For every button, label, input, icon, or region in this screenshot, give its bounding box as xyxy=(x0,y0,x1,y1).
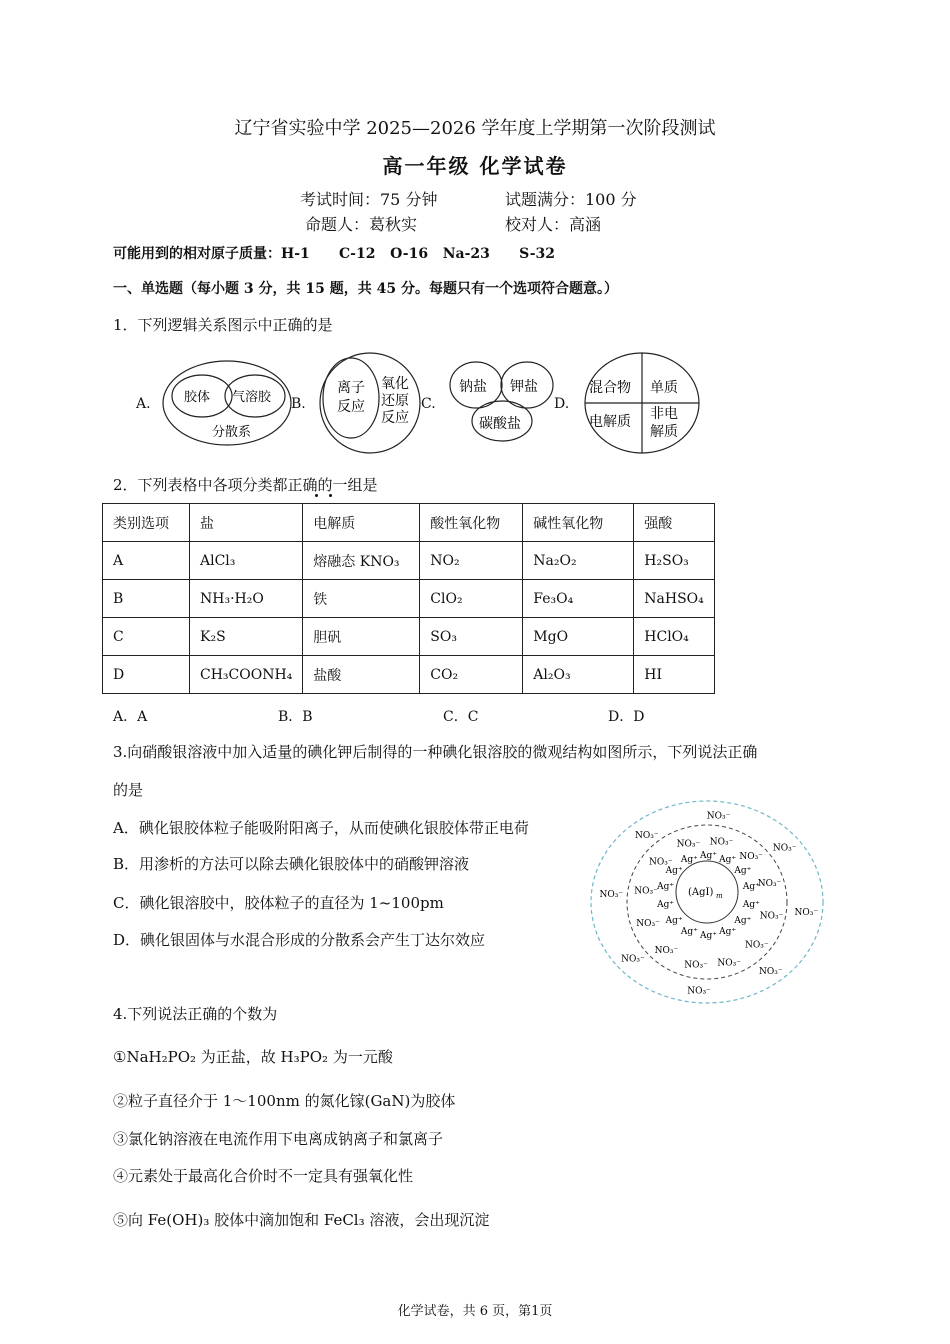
q1-d-mixture: 混合物 xyxy=(589,380,631,396)
q1-b-redox-2: 还原 xyxy=(381,393,409,409)
table-cell: Fe₃O₄ xyxy=(523,580,634,618)
nitrate-ion-label: NO₃⁻ xyxy=(772,843,797,854)
table-cell: AlCl₃ xyxy=(190,542,303,580)
nitrate-ion-label: NO₃⁻ xyxy=(709,837,734,848)
nitrate-ion-label: NO₃⁻ xyxy=(684,960,708,971)
nitrate-ion-label: NO₃⁻ xyxy=(757,879,782,889)
table-cell: H₂SO₃ xyxy=(634,542,715,580)
nitrate-ion-label: NO₃⁻ xyxy=(635,830,659,841)
silver-ion-label: Ag⁺ xyxy=(657,899,675,910)
silver-ion-label: Ag⁺ xyxy=(719,927,737,937)
table-cell: C xyxy=(103,618,190,656)
q2-option-b: B．B xyxy=(278,709,313,725)
table-cell: HClO₄ xyxy=(634,618,715,656)
table-cell: K₂S xyxy=(190,618,303,656)
table-cell: 胆矾 xyxy=(303,618,420,656)
q1-d-element: 单质 xyxy=(650,380,678,396)
silver-ion-label: Ag⁺ xyxy=(742,882,760,893)
table-cell: MgO xyxy=(523,618,634,656)
table-header-cell: 类别选项 xyxy=(103,504,190,542)
nitrate-ion-label: NO₃⁻ xyxy=(759,967,783,978)
nitrate-ion-label: NO₃⁻ xyxy=(745,940,769,951)
exam-subtitle: 高一年级 化学试卷 xyxy=(382,154,568,178)
silver-ion-label: Ag⁺ xyxy=(665,866,683,877)
silver-ion-label: Ag⁺ xyxy=(700,931,718,941)
agi-core-label: (AgI) xyxy=(688,887,714,898)
q3-stem-line2: 的是 xyxy=(113,781,144,799)
classification-table xyxy=(102,503,715,694)
q1-b-ionic-2: 反应 xyxy=(337,399,365,415)
q1-option-d-label: D. xyxy=(554,396,570,412)
nitrate-ion-label: NO₃⁻ xyxy=(676,839,701,850)
q3-option-a: A．碘化银胶体粒子能吸附阳离子，从而使碘化银胶体带正电荷 xyxy=(113,819,529,837)
table-cell: ClO₂ xyxy=(420,580,523,618)
table-cell: HI xyxy=(634,656,715,694)
emphasis-dot xyxy=(315,494,318,497)
table-header-cell: 酸性氧化物 xyxy=(420,504,523,542)
table-cell: NaHSO₄ xyxy=(634,580,715,618)
q4-item-3: ③氯化钠溶液在电流作用下电离成钠离子和氯离子 xyxy=(113,1130,444,1148)
q1-option-a-label: A. xyxy=(136,396,151,412)
q1-c-potassium: 钾盐 xyxy=(510,379,538,395)
exam-title: 辽宁省实验中学 2025—2026 学年度上学期第一次阶段测试 xyxy=(234,118,716,139)
table-header-cell: 电解质 xyxy=(303,504,420,542)
page-footer: 化学试卷，共 6 页，第1页 xyxy=(397,1304,553,1319)
atomic-masses: 可能用到的相对原子质量：H-1 C-12 O-16 Na-23 S-32 xyxy=(113,246,556,262)
q1-a-dispersion: 分散系 xyxy=(212,425,252,440)
silver-ion-label: Ag⁺ xyxy=(734,915,752,926)
table-cell: SO₃ xyxy=(420,618,523,656)
exam-author: 命题人：葛秋实 xyxy=(305,215,418,234)
silver-ion-label: Ag⁺ xyxy=(680,927,698,937)
table-row xyxy=(103,580,715,618)
q4-stem: 4.下列说法正确的个数为 xyxy=(113,1005,278,1023)
exam-time: 考试时间：75 分钟 xyxy=(300,190,438,209)
silver-ion-label: Ag⁺ xyxy=(742,899,760,910)
nitrate-ion-label: NO₃⁻ xyxy=(759,911,784,922)
emphasis-dot xyxy=(329,494,332,497)
silver-ion-label: Ag⁺ xyxy=(680,855,698,865)
nitrate-ion-label: NO₃⁻ xyxy=(654,946,679,957)
silver-ion-label: Ag⁺ xyxy=(719,855,737,865)
section-heading: 一、单选题（每小题 3 分，共 15 题，共 45 分。每题只有一个选项符合题意。） xyxy=(113,281,618,297)
nitrate-ion-label: NO₃⁻ xyxy=(739,851,764,862)
silver-ion-label: Ag⁺ xyxy=(734,866,752,877)
q4-item-4: ④元素处于最高化合价时不一定具有强氧化性 xyxy=(113,1167,414,1185)
table-header-cell: 强酸 xyxy=(634,504,715,542)
silver-ion-label: Ag⁺ xyxy=(700,851,718,861)
q3-option-d: D．碘化银固体与水混合形成的分散系会产生丁达尔效应 xyxy=(113,931,486,949)
table-row xyxy=(103,618,715,656)
nitrate-ion-label: NO₃⁻ xyxy=(687,986,711,997)
table-cell: CO₂ xyxy=(420,656,523,694)
q1-d-nonelectrolyte-2: 解质 xyxy=(650,424,678,440)
table-cell: D xyxy=(103,656,190,694)
silver-ion-label: Ag⁺ xyxy=(665,915,683,926)
q1-diagram-d xyxy=(582,350,702,456)
exam-checker: 校对人：高涵 xyxy=(505,215,602,234)
table-row xyxy=(103,656,715,694)
q1-a-aerosol: 气溶胶 xyxy=(232,390,272,405)
q1-b-ionic-1: 离子 xyxy=(337,380,365,396)
q1-d-electrolyte: 电解质 xyxy=(589,414,631,430)
nitrate-ion-label: NO₃⁻ xyxy=(706,811,731,822)
q2-stem: 2．下列表格中各项分类都正确的一组是 xyxy=(113,476,378,494)
q3-option-c: C．碘化银溶胶中，胶体粒子的直径为 1~100pm xyxy=(113,894,444,912)
q1-stem: 1．下列逻辑关系图示中正确的是 xyxy=(113,316,333,334)
q2-option-a: A．A xyxy=(113,709,148,725)
table-cell: Na₂O₂ xyxy=(523,542,634,580)
nitrate-ion-label: NO₃⁻ xyxy=(634,886,658,897)
q1-diagram-b xyxy=(315,350,425,456)
nitrate-ion-label: NO₃⁻ xyxy=(636,919,660,929)
table-header-cell: 盐 xyxy=(190,504,303,542)
table-cell: 熔融态 KNO₃ xyxy=(303,542,420,580)
q1-c-carbonate: 碳酸盐 xyxy=(479,416,521,432)
q1-b-redox-3: 反应 xyxy=(381,410,409,426)
q1-option-c-label: C. xyxy=(421,396,436,412)
q4-item-2: ②粒子直径介于 1～100nm 的氮化镓(GaN)为胶体 xyxy=(113,1092,456,1110)
nitrate-ion-label: NO₃⁻ xyxy=(717,958,742,969)
q1-a-colloid: 胶体 xyxy=(184,390,211,405)
table-cell: CH₃COONH₄ xyxy=(190,656,303,694)
q4-item-5: ⑤向 Fe(OH)₃ 胶体中滴加饱和 FeCl₃ 溶液，会出现沉淀 xyxy=(113,1211,490,1229)
nitrate-ion-label: NO₃⁻ xyxy=(621,954,645,965)
q3-option-b: B．用渗析的方法可以除去碘化银胶体中的硝酸钾溶液 xyxy=(113,855,470,873)
q1-option-b-label: B. xyxy=(291,396,306,412)
nitrate-ion-label: NO₃⁻ xyxy=(649,857,673,868)
table-cell: B xyxy=(103,580,190,618)
agi-core-subscript: m xyxy=(716,892,723,900)
table-cell: NO₂ xyxy=(420,542,523,580)
table-cell: A xyxy=(103,542,190,580)
q2-option-d: D．D xyxy=(608,709,645,725)
table-cell: NH₃·H₂O xyxy=(190,580,303,618)
q1-diagram-c xyxy=(447,358,557,444)
table-cell: 铁 xyxy=(303,580,420,618)
agi-colloid-figure xyxy=(588,797,828,1007)
q1-diagram-a xyxy=(160,358,295,448)
q3-stem-line1: 3.向硝酸银溶液中加入适量的碘化钾后制得的一种碘化银溶胶的微观结构如图所示，下列说法正确 xyxy=(113,743,758,761)
q1-d-nonelectrolyte-1: 非电 xyxy=(650,406,678,422)
nitrate-ion-label: NO₃⁻ xyxy=(794,907,819,918)
q1-c-sodium: 钠盐 xyxy=(459,379,487,395)
q1-b-redox-1: 氧化 xyxy=(381,376,409,392)
silver-ion-label: Ag⁺ xyxy=(657,882,675,893)
exam-score: 试题满分：100 分 xyxy=(505,190,637,209)
table-row xyxy=(103,542,715,580)
q4-item-1: ①NaH₂PO₂ 为正盐，故 H₃PO₂ 为一元酸 xyxy=(113,1048,393,1066)
nitrate-ion-label: NO₃⁻ xyxy=(599,890,624,901)
q2-option-c: C．C xyxy=(443,709,479,725)
nitrate-ion-group xyxy=(600,811,819,996)
table-header-cell: 碱性氧化物 xyxy=(523,504,634,542)
table-header-row xyxy=(103,504,715,542)
table-cell: 盐酸 xyxy=(303,656,420,694)
table-cell: Al₂O₃ xyxy=(523,656,634,694)
